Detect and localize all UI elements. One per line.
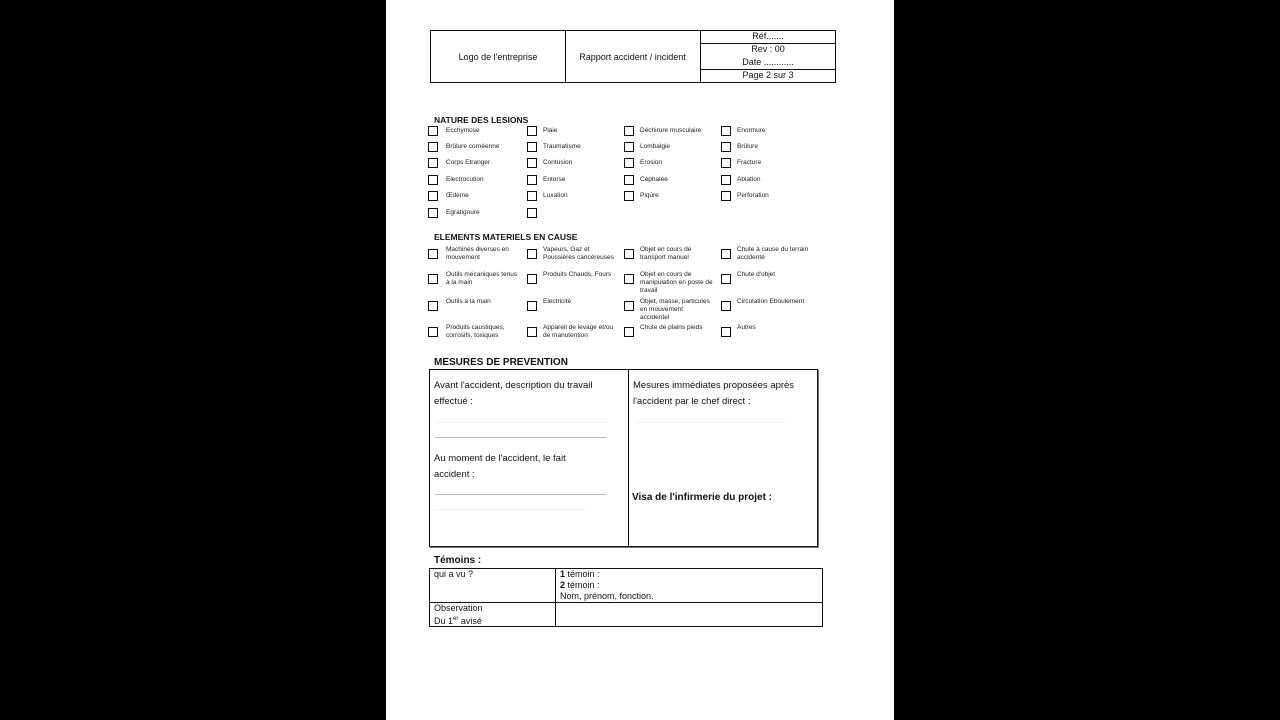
visa-infirmerie-label: Visa de l'infirmerie du projet : [632, 492, 773, 503]
checkbox[interactable] [721, 327, 731, 337]
checkbox-label: Electricité [543, 298, 572, 305]
checkbox[interactable] [624, 175, 634, 185]
page-number: Page 2 sur 3 [742, 70, 794, 80]
mesures-box [429, 369, 818, 547]
checkbox-label: Egratignure [446, 209, 480, 216]
report-title: Rapport accident / incident [565, 31, 701, 82]
nom-prenom-fonction-hint: Nom, prénom, fonction. [560, 591, 654, 601]
rev-field: Rev : 00 [751, 44, 785, 54]
temoin-1-field[interactable]: 1 témoin : [560, 569, 600, 579]
ref-field: Réf....... [752, 31, 784, 41]
materiels-title: ELEMENTS MATERIELS EN CAUSE [434, 232, 578, 242]
avant-field-line[interactable] [435, 422, 607, 423]
temoins-table [429, 568, 823, 627]
checkbox-label: Ablation [737, 176, 761, 183]
checkbox[interactable] [624, 249, 634, 259]
company-logo-placeholder: Logo de l'entreprise [431, 31, 566, 82]
checkbox[interactable] [721, 249, 731, 259]
checkbox[interactable] [428, 175, 438, 185]
checkbox[interactable] [624, 301, 634, 311]
observation-field[interactable] [558, 605, 820, 625]
checkbox-label: Outils à la main [446, 298, 491, 305]
moment-label-line1: Au moment de l'accident, le fait [434, 453, 566, 464]
checkbox-label: Autres [737, 324, 756, 331]
checkbox-label: Produits Chauds, Fours [543, 271, 612, 278]
checkbox[interactable] [527, 274, 537, 284]
checkbox[interactable] [624, 191, 634, 201]
checkbox-label: Electrocution [446, 176, 484, 183]
checkbox[interactable] [527, 301, 537, 311]
document-page [386, 0, 894, 720]
premier-avise-label: Du 1er avisé [434, 616, 482, 626]
checkbox[interactable] [721, 301, 731, 311]
checkbox[interactable] [428, 249, 438, 259]
checkbox-label: Brûlure [737, 143, 758, 150]
checkbox[interactable] [428, 274, 438, 284]
header-table [430, 30, 836, 83]
checkbox-label: Luxation [543, 192, 568, 199]
qui-a-vu-label: qui a vu ? [434, 569, 474, 579]
checkbox-label: Objet, masse, particules en mouvement accidentel [640, 298, 710, 321]
checkbox[interactable] [428, 142, 438, 152]
checkbox-label: Contusion [543, 159, 573, 166]
checkbox[interactable] [527, 249, 537, 259]
checkbox-label: Perforation [737, 192, 769, 199]
checkbox[interactable] [527, 175, 537, 185]
checkbox[interactable] [721, 274, 731, 284]
checkbox-label: Lombalgie [640, 143, 670, 150]
checkbox-label: Objet en cours de transport manuel [640, 246, 692, 261]
checkbox-label: Outils mécaniques tenus à la main [446, 271, 518, 286]
checkbox[interactable] [527, 208, 537, 218]
mesures-title: MESURES DE PREVENTION [434, 357, 568, 368]
checkbox-label: Appareil de levage et/ou de manutention [543, 324, 614, 339]
immediates-label-line1: Mesures immédiates proposées après [633, 380, 795, 391]
checkbox[interactable] [527, 126, 537, 136]
moment-label-line2: accident : [434, 469, 475, 480]
checkbox[interactable] [624, 126, 634, 136]
checkbox[interactable] [428, 191, 438, 201]
checkbox[interactable] [624, 142, 634, 152]
immediates-field-line[interactable] [635, 422, 785, 423]
checkbox[interactable] [428, 327, 438, 337]
checkbox[interactable] [428, 301, 438, 311]
header-meta [701, 31, 835, 82]
avant-field-line[interactable] [435, 437, 607, 438]
checkbox-label: Brûlure cornéenne [446, 143, 500, 150]
checkbox[interactable] [527, 191, 537, 201]
checkbox-label: Ecchymose [446, 127, 480, 134]
checkbox-label: Fracture [737, 159, 762, 166]
checkbox[interactable] [527, 327, 537, 337]
checkbox[interactable] [624, 274, 634, 284]
checkbox[interactable] [428, 208, 438, 218]
checkbox-label: Produits caustiques, corrosifs, toxiques [446, 324, 505, 339]
moment-field-line[interactable] [435, 509, 585, 510]
avant-label-line1: Avant l'accident, description du travail [434, 380, 593, 391]
temoins-title: Témoins : [434, 555, 482, 566]
moment-field-line[interactable] [435, 494, 607, 495]
immediates-label-line2: l'accident par le chef direct : [633, 396, 751, 407]
avant-label-line2: effectué : [434, 396, 473, 407]
checkbox-label: Déchirure musculaire [640, 127, 702, 134]
checkbox[interactable] [721, 158, 731, 168]
checkbox-label: Traumatisme [543, 143, 581, 150]
checkbox[interactable] [721, 126, 731, 136]
checkbox[interactable] [624, 158, 634, 168]
checkbox-label: Chute à cause du terrain accidenté [737, 246, 809, 261]
checkbox[interactable] [428, 158, 438, 168]
checkbox[interactable] [721, 191, 731, 201]
checkbox-label: Circulation Eboulement [737, 298, 805, 305]
checkbox-label: Enormure [737, 127, 766, 134]
checkbox[interactable] [721, 175, 731, 185]
checkbox-label: Œdème [446, 192, 469, 199]
checkbox-label: Machines diverses en mouvement [446, 246, 509, 261]
checkbox[interactable] [721, 142, 731, 152]
checkbox-label: Objet en cours de manipulation en poste de travail [640, 271, 713, 294]
date-field: Date ............ [742, 57, 794, 67]
checkbox-label: Corps Etranger [446, 159, 491, 166]
checkbox-label: Piqûre [640, 192, 659, 199]
checkbox[interactable] [624, 327, 634, 337]
checkbox[interactable] [527, 142, 537, 152]
checkbox-label: Céphalée [640, 176, 668, 183]
checkbox-label: Plaie [543, 127, 558, 134]
observation-label: Observation [434, 603, 483, 613]
checkbox-label: Chute d'objet [737, 271, 776, 278]
checkbox[interactable] [428, 126, 438, 136]
checkbox-label: Vapeurs, Gaz et Poussières cancéreuses [543, 246, 614, 261]
temoin-2-field[interactable]: 2 témoin : [560, 580, 600, 590]
checkbox[interactable] [527, 158, 537, 168]
checkbox-label: Chute de plains pieds [640, 324, 703, 331]
lesions-title: NATURE DES LESIONS [434, 115, 529, 125]
checkbox-label: Erosion [640, 159, 663, 166]
checkbox-label: Entorse [543, 176, 566, 183]
